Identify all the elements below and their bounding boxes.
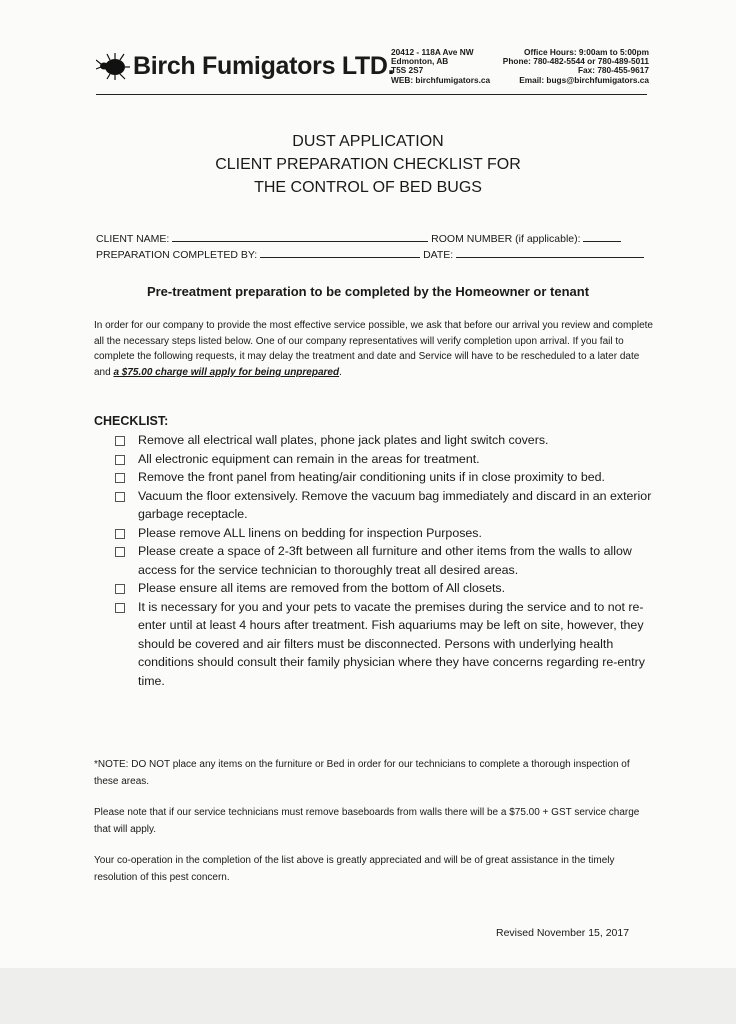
document-title	[0, 130, 736, 199]
client-name-field[interactable]	[172, 232, 428, 242]
prepared-by-field[interactable]	[260, 248, 420, 258]
title-line-3: THE CONTROL OF BED BUGS	[254, 179, 482, 196]
scan-bottom-edge	[0, 968, 736, 1024]
checklist-item-text: Remove all electrical wall plates, phone jack plates and light switch covers.	[138, 433, 549, 447]
company-name: Birch Fumigators LTD.	[133, 52, 395, 80]
checkbox[interactable]	[115, 547, 125, 557]
intro-text: In order for our company to provide the most effective service possible, we ask that before our arrival you review and complete all the necessary steps listed below. One of our company representatives will verify completion upon arrival. If you fail to complete the following requests, it may delay the treatment and date and Service will have to be rescheduled to a later date and	[94, 320, 653, 378]
checklist	[113, 431, 653, 690]
company-logo	[96, 50, 395, 86]
checklist-item-text: Please create a space of 2-3ft between all furniture and other items from the walls to allow access for the service technician to thoroughly treat all desired areas.	[138, 544, 632, 577]
checklist-heading: CHECKLIST:	[94, 414, 169, 428]
checklist-item	[113, 487, 653, 524]
checklist-item-text: Please remove ALL linens on bedding for inspection Purposes.	[138, 525, 482, 540]
prepared-by-label: PREPARATION COMPLETED BY:	[96, 249, 258, 261]
room-number-field[interactable]	[583, 232, 621, 242]
checklist-item	[113, 579, 653, 598]
bed-bug-icon	[96, 52, 130, 80]
header-divider	[96, 94, 647, 95]
checkbox[interactable]	[115, 436, 125, 446]
client-name-label: CLIENT NAME:	[96, 233, 170, 245]
email: Email: bugs@birchfumigators.ca	[519, 75, 649, 85]
company-contact-block	[391, 48, 649, 92]
checkbox[interactable]	[115, 584, 125, 594]
intro-end: .	[339, 366, 342, 378]
checklist-item	[113, 598, 653, 691]
section-heading: Pre-treatment preparation to be completed by the Homeowner or tenant	[146, 284, 590, 299]
checklist-item-text: It is necessary for you and your pets to vacate the premises during the service and to not re-enter until at least 4 hours after treatment. Fish aquariums may be left on site, however, they should be covered and air filters must be disconnected. Persons with underlying health conditions should consult their family physician where they have concerns regarding re-entry time.	[138, 599, 645, 688]
client-name-row	[96, 232, 621, 245]
checklist-item	[113, 450, 653, 469]
office-hours: Office Hours: 9:00am to 5:00pm	[524, 47, 649, 57]
checklist-item	[113, 431, 653, 450]
checklist-item-text: Remove the front panel from heating/air conditioning units if in close proximity to bed.	[138, 470, 605, 484]
checklist-item-text: All electronic equipment can remain in the areas for treatment.	[138, 451, 480, 466]
fax: Fax: 780-455-9617	[577, 65, 649, 75]
prepared-by-row	[96, 248, 644, 261]
revision-date: Revised November 15, 2017	[496, 927, 630, 939]
date-label: DATE:	[423, 249, 454, 261]
date-field[interactable]	[456, 248, 644, 258]
checkbox[interactable]	[115, 455, 125, 465]
cooperation-paragraph: Your co-operation in the completion of the list above is greatly appreciated and will be of great assistance in the timely resolution of this pest concern.	[94, 855, 615, 883]
checklist-item	[113, 468, 653, 487]
note-paragraph: *NOTE: DO NOT place any items on the furniture or Bed in order for our technicians to complete a thorough inspection of these areas.	[94, 759, 630, 787]
checkbox[interactable]	[115, 492, 125, 502]
title-line-2: CLIENT PREPARATION CHECKLIST FOR	[215, 156, 521, 173]
unprepared-charge-warning: a $75.00 charge will apply for being unprepared	[113, 366, 340, 378]
checklist-item	[113, 542, 653, 579]
phone: Phone: 780-482-5544 or 780-489-5011	[502, 56, 649, 66]
address-line-3: T5S 2S7	[391, 65, 424, 75]
checkbox[interactable]	[115, 603, 125, 613]
checklist-item	[113, 524, 653, 543]
checklist-item-text: Please ensure all items are removed from the bottom of All closets.	[138, 581, 506, 595]
checkbox[interactable]	[115, 473, 125, 483]
title-line-1: DUST APPLICATION	[292, 133, 444, 150]
address-line-1: 20412 - 118A Ave NW	[391, 47, 474, 57]
website: WEB: birchfumigators.ca	[391, 75, 491, 85]
baseboards-paragraph: Please note that if our service technicians must remove baseboards from walls there will be a $75.00 + GST service charge that will apply.	[94, 807, 640, 835]
room-number-label: ROOM NUMBER (if applicable):	[431, 233, 581, 245]
address-line-2: Edmonton, AB	[391, 56, 449, 66]
intro-paragraph	[94, 318, 654, 380]
checkbox[interactable]	[115, 529, 125, 539]
checklist-item-text: Vacuum the floor extensively. Remove the vacuum bag immediately and discard in an exterior garbage receptacle.	[138, 488, 652, 521]
